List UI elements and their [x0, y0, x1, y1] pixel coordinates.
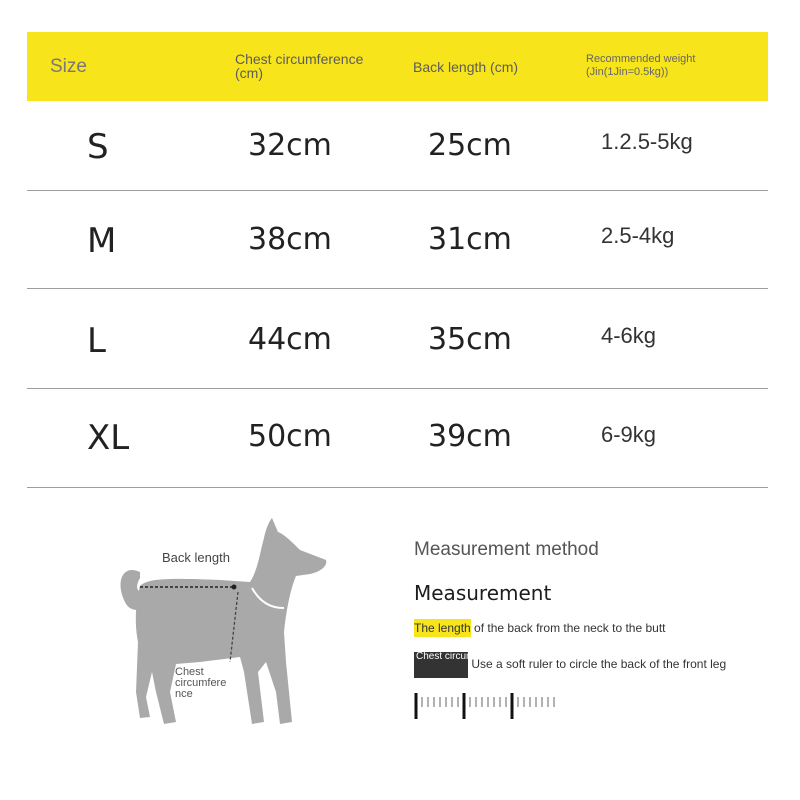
back-cell: 25cm — [428, 128, 512, 163]
size-cell: S — [87, 127, 109, 167]
header-chest: Chest circumference (cm) — [235, 51, 364, 81]
size-cell: L — [87, 321, 106, 361]
header-weight-line2: (Jin(1Jin=0.5kg)) — [586, 66, 669, 78]
weight-cell: 2.5-4kg — [601, 223, 675, 248]
weight-cell: 1.2.5-5kg — [601, 129, 693, 154]
chest-cell: 38cm — [248, 222, 332, 257]
weight-cell: 6-9kg — [601, 422, 657, 447]
chest-text: Use a soft ruler to circle the back of the front leg — [471, 657, 727, 672]
chest-instruction — [414, 652, 726, 678]
table-header — [27, 32, 768, 101]
table-row — [27, 389, 768, 488]
header-size: Size — [50, 56, 87, 77]
size-cell: M — [87, 221, 117, 261]
chest-cell: 32cm — [248, 128, 332, 163]
back-length-label: Back length — [162, 550, 230, 565]
header-back-length: Back length (cm) — [413, 59, 519, 75]
method-subtitle: Measurement — [414, 581, 552, 605]
table-row — [27, 290, 768, 389]
dog-diagram — [100, 512, 380, 752]
chest-tag: Chest circumfe rence — [414, 652, 468, 678]
header-recommended-weight — [586, 53, 695, 79]
table-row — [27, 92, 768, 191]
table-row — [27, 190, 768, 289]
back-length-instruction — [414, 621, 666, 635]
method-title: Measurement method — [414, 539, 599, 560]
chest-cell: 50cm — [248, 419, 332, 454]
back-cell: 31cm — [428, 222, 512, 257]
chest-cell: 44cm — [248, 322, 332, 357]
weight-cell: 4-6kg — [601, 323, 657, 348]
header-weight-line1: Recommended weight — [586, 53, 696, 65]
back-cell: 35cm — [428, 322, 512, 357]
back-cell: 39cm — [428, 419, 512, 454]
back-length-text: of the back from the neck to the butt — [470, 621, 666, 635]
back-length-highlight: The length — [414, 621, 471, 635]
dog-silhouette-icon — [100, 512, 380, 752]
size-cell: XL — [87, 418, 130, 458]
ruler-icon — [414, 691, 556, 721]
chest-circumference-label: Chest circumfere nce — [175, 666, 227, 700]
